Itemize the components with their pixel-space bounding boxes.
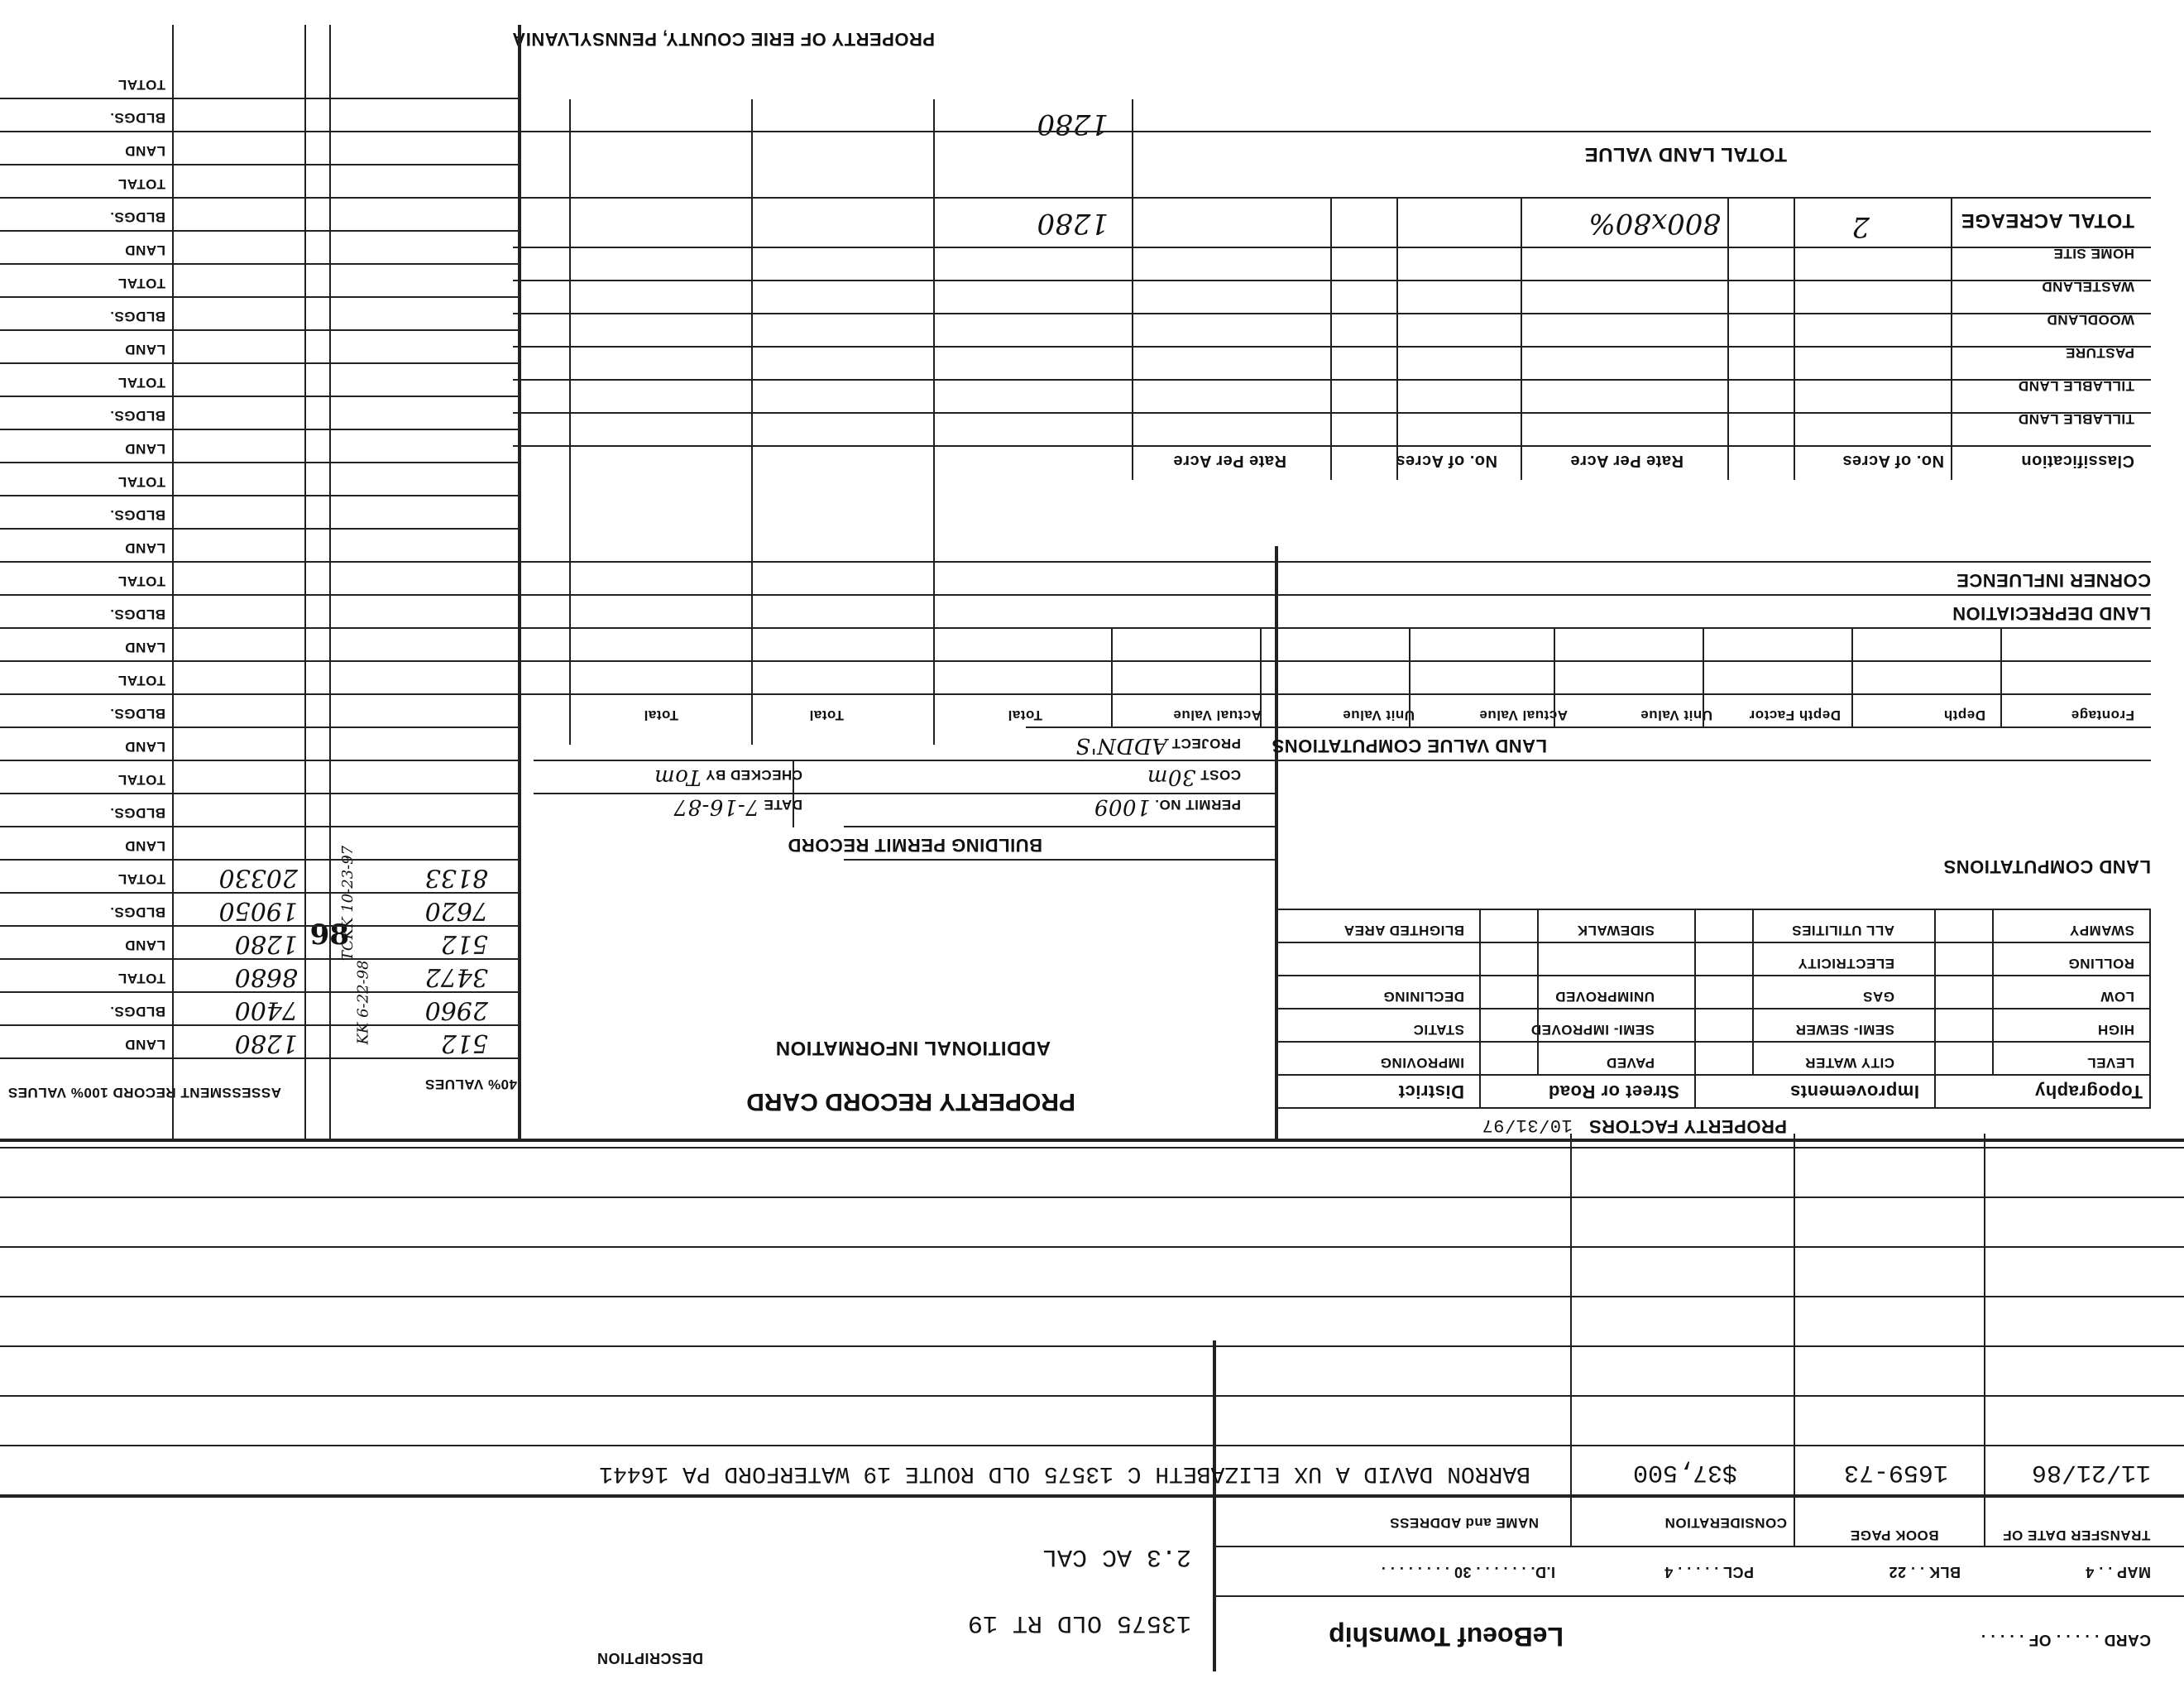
middle-divider [1275, 546, 1278, 1142]
values-row-label: LAND [124, 441, 165, 457]
permit-line [844, 859, 1278, 861]
acre-line [513, 313, 2151, 314]
land-depreciation-label: LAND DEPRECIATION [1952, 603, 2151, 624]
land-line [513, 693, 2151, 695]
values-col-line [304, 25, 306, 1142]
acre-col-line [751, 99, 753, 745]
acre-line [513, 280, 2151, 281]
district-static: STATIC [1413, 1022, 1464, 1038]
description-acreage: 2.3 AC CAL [1042, 1542, 1191, 1571]
values-row-line [0, 396, 521, 397]
acre-col-line [1396, 199, 1398, 480]
factors-col-line [1537, 910, 1539, 1076]
actual-value-header-2: Actual Value [1172, 707, 1262, 723]
unit-value-header-2: Unit Value [1342, 707, 1415, 723]
values-row-line [0, 495, 521, 496]
values-row-line [0, 892, 521, 894]
lv-col-line [1851, 629, 1853, 728]
values-row-line [0, 197, 521, 199]
lv-col-line [1409, 629, 1410, 728]
header-line [1216, 1546, 2184, 1547]
factors-line [1278, 1041, 2151, 1043]
values-row-label: BLDGS. [109, 706, 165, 722]
values-col-line [329, 25, 331, 1142]
street-sidewalk: SIDEWALK [1577, 923, 1655, 938]
actual-value-header: Actual Value [1478, 707, 1568, 723]
values-row-line [0, 727, 521, 728]
hundred-percent-value: 1280 [234, 929, 298, 958]
values-row-label: BLDGS. [109, 507, 165, 523]
hundred-percent-value: 1280 [234, 1029, 298, 1057]
values-row-line [0, 263, 521, 265]
values-row-line [0, 561, 521, 563]
values-row-line [0, 164, 521, 165]
transfer-row-line [0, 1296, 2184, 1297]
values-row-line [0, 362, 521, 364]
transfer-date: 11/21/86 [2031, 1458, 2151, 1486]
factors-col-line [1479, 910, 1481, 1109]
forty-percent-value: 3472 [424, 962, 488, 991]
lv-col-line [1111, 629, 1113, 728]
rate-per-acre-header-2: Rate Per Acre [1173, 452, 1286, 470]
acre-col-line [1794, 199, 1795, 480]
transfer-row-line [0, 1395, 2184, 1397]
transfer-row-line [0, 1246, 2184, 1248]
forty-percent-value: 512 [440, 1029, 488, 1057]
hundred-percent-value: 8680 [234, 962, 298, 991]
factors-line [1278, 1074, 2151, 1076]
transfer-top-line [0, 1494, 2184, 1498]
values-row-label: BLDGS. [109, 209, 165, 225]
transfer-col-line [1570, 1134, 1572, 1547]
permit-line [534, 793, 1278, 794]
values-row-label: LAND [124, 1037, 165, 1053]
rate-per-acre-header: Rate Per Acre [1570, 452, 1684, 470]
values-row-label: TOTAL [117, 673, 165, 688]
values-row-label: BLDGS. [109, 607, 165, 622]
values-row-line [0, 991, 521, 993]
imp-electricity: ELECTRICITY [1798, 956, 1894, 971]
acre-line [513, 346, 2151, 348]
transfer-row-line [0, 1445, 2184, 1446]
values-row-line [0, 429, 521, 430]
values-row-label: LAND [124, 640, 165, 655]
transfer-row-line [0, 1196, 2184, 1198]
pcl-field: PCL . . . . . 4 [1664, 1564, 1754, 1580]
values-row-label: BLDGS. [109, 309, 165, 324]
blk-field: BLK . . 22 [1888, 1564, 1961, 1580]
acre-col-line [569, 99, 571, 745]
acre-line [513, 197, 2151, 199]
values-row-line [0, 660, 521, 662]
values-row-label: TOTAL [117, 772, 165, 788]
values-row-line [0, 230, 521, 232]
section-divider [0, 1139, 2184, 1142]
land-line [1026, 727, 2151, 728]
home-site-rate: 800x80% [1588, 207, 1721, 240]
values-row-label: LAND [124, 143, 165, 159]
permit-date-field: DATE 7-16-87 [673, 794, 802, 819]
unit-value-header: Unit Value [1640, 707, 1712, 723]
home-site-acres: 2 [1851, 210, 1870, 243]
acre-col-line [1132, 99, 1133, 480]
improvements-header: Improvements [1789, 1081, 1919, 1102]
class-pasture: PASTURE [2065, 345, 2134, 361]
values-row-line [0, 925, 521, 927]
land-line [513, 561, 2151, 563]
values-row-label: BLDGS. [109, 904, 165, 920]
depth-header: Depth [1943, 707, 1985, 723]
land-computations-title: LAND COMPUTATIONS [1943, 856, 2151, 877]
book-page-header: BOOK PAGE [1850, 1527, 1939, 1543]
values-row-line [0, 296, 521, 298]
values-row-line [0, 793, 521, 794]
factors-col-line [1934, 910, 1936, 1109]
factors-line [1278, 942, 2151, 943]
values-row-line [0, 131, 521, 132]
values-row-label: LAND [124, 242, 165, 258]
district-header: District [1398, 1081, 1464, 1102]
topo-swampy: SWAMPY [2069, 923, 2134, 938]
values-row-line [0, 98, 521, 99]
street-unimproved: UNIMPROVED [1554, 989, 1655, 1005]
acre-line [513, 247, 2151, 248]
acre-col-line [1521, 199, 1522, 480]
values-row-label: LAND [124, 540, 165, 556]
acre-line [513, 412, 2151, 414]
values-row-line [0, 826, 521, 827]
home-site-value: 1280 [1037, 207, 1109, 240]
district-blighted-area: BLIGHTED AREA [1343, 923, 1464, 938]
permit-line [534, 760, 1278, 761]
description-address: 13575 OLD RT 19 [967, 1609, 1191, 1637]
permit-line [844, 826, 1278, 827]
factors-col-line [1992, 910, 1994, 1076]
factors-line [1278, 1008, 2151, 1009]
transfer-row-line [0, 1147, 2184, 1149]
land-line [513, 594, 2151, 596]
group-note: TCKK 10-23-97 [338, 845, 357, 961]
topography-header: Topography [2034, 1081, 2143, 1102]
building-permit-title: BUILDING PERMIT RECORD [788, 835, 1042, 856]
transfer-consideration: $37,500 [1632, 1458, 1737, 1486]
values-row-line [0, 329, 521, 331]
factors-line [1278, 909, 2151, 910]
values-row-line [0, 693, 521, 695]
assessment-record-label: ASSESSMENT RECORD 100% VALUES [7, 1085, 281, 1101]
values-row-label: BLDGS. [109, 805, 165, 821]
transfer-book-page: 1659-73 [1843, 1458, 1948, 1486]
values-row-label: TOTAL [117, 77, 165, 93]
hundred-percent-value: 7400 [234, 995, 298, 1024]
values-row-label: BLDGS. [109, 110, 165, 126]
values-col-line [172, 25, 174, 1142]
land-value-computations-title: LAND VALUE COMPUTATIONS [1272, 736, 1547, 756]
values-row-line [0, 1057, 521, 1059]
factors-col-line [1752, 910, 1754, 1076]
total-land-value-label: TOTAL LAND VALUE [1584, 143, 1787, 165]
id-field: I.D. . . . . . . 30 . . . . . . . . [1381, 1564, 1555, 1580]
card-label: CARD . . . . . OF . . . . . [1980, 1631, 2151, 1648]
values-row-label: LAND [124, 739, 165, 755]
values-row-label: BLDGS. [109, 408, 165, 424]
hundred-percent-value: 20330 [218, 863, 298, 892]
total-header-3: Total [644, 707, 678, 723]
values-row-label: TOTAL [117, 871, 165, 887]
factors-col-line [1694, 910, 1696, 1109]
acre-line [513, 131, 2151, 132]
lv-col-line [1703, 629, 1704, 728]
values-row-line [0, 627, 521, 629]
street-semi-improved: SEMI- IMPROVED [1530, 1022, 1655, 1038]
district-improving: IMPROVING [1380, 1055, 1464, 1071]
checked-by-field: CHECKED BY Tom [654, 765, 802, 789]
topo-low: LOW [2100, 989, 2134, 1005]
no-acres-header-2: No. of Acres [1395, 452, 1497, 470]
consideration-header: CONSIDERATION [1664, 1515, 1787, 1531]
group-note: KK 6-22-98 [354, 960, 372, 1045]
forty-values-label: 40% VALUES [424, 1077, 517, 1092]
map-field: MAP . . 4 [2085, 1564, 2151, 1580]
township-title: LeBoeuf Township [1329, 1622, 1564, 1652]
street-paved: PAVED [1606, 1055, 1655, 1071]
forty-percent-value: 512 [440, 929, 488, 958]
factors-line [1278, 1107, 2151, 1109]
total-header: Total [1008, 707, 1042, 723]
values-row-label: TOTAL [117, 276, 165, 291]
class-tillable-1: TILLABLE LAND [2018, 411, 2134, 427]
values-row-label: LAND [124, 838, 165, 854]
acre-col-line [1951, 199, 1952, 480]
values-row-label: TOTAL [117, 474, 165, 490]
acre-col-line [1727, 199, 1729, 480]
forty-percent-value: 2960 [424, 995, 488, 1024]
values-row-label: TOTAL [117, 375, 165, 391]
lv-col-line [1260, 629, 1262, 728]
county-label: PROPERTY OF ERIE COUNTY, PENNSYLVANIA [511, 29, 935, 50]
property-factors-title: PROPERTY FACTORS 10/31/97 [1482, 1115, 1787, 1137]
values-row-label: TOTAL [117, 176, 165, 192]
permit-col-line [793, 761, 794, 827]
values-row-label: TOTAL [117, 971, 165, 986]
topo-high: HIGH [2097, 1022, 2134, 1038]
land-line [513, 627, 2151, 629]
imp-all-utilities: ALL UTILITIES [1791, 923, 1894, 938]
class-woodland: WOODLAND [2047, 312, 2134, 328]
values-row-label: LAND [124, 342, 165, 357]
imp-city-water: CITY WATER [1804, 1055, 1894, 1071]
transfer-col-line [1984, 1134, 1985, 1547]
transfer-name: BARRON DAVID A UX ELIZABETH C 13575 OLD ROUTE 19 WATERFORD PA 16441 [599, 1460, 1530, 1486]
values-row-line [0, 1024, 521, 1026]
name-address-header: NAME and ADDRESS [1389, 1515, 1539, 1531]
district-declining: DECLINING [1383, 989, 1464, 1005]
values-row-label: BLDGS. [109, 1004, 165, 1019]
lv-col-line [1554, 629, 1555, 728]
topo-rolling: ROLLING [2068, 956, 2134, 971]
values-row-line [0, 462, 521, 463]
forty-percent-value: 7620 [424, 896, 488, 925]
acre-col-line [933, 99, 935, 745]
total-header-2: Total [809, 707, 844, 723]
transfer-col-line [1794, 1134, 1795, 1547]
imp-gas: GAS [1862, 989, 1894, 1005]
values-row-line [0, 594, 521, 596]
frontage-header: Frontage [2071, 707, 2134, 723]
permit-no-field: PERMIT NO. 1009 [1094, 794, 1241, 819]
header-divider [1213, 1340, 1216, 1671]
class-tillable-2: TILLABLE LAND [2018, 378, 2134, 394]
acre-col-line [1330, 199, 1332, 480]
acre-line [513, 445, 2151, 447]
values-row-line [0, 528, 521, 530]
side-mark: 98 [309, 918, 349, 952]
header-line [1216, 1595, 2184, 1597]
values-row-label: LAND [124, 938, 165, 953]
total-land-value: 1280 [1037, 108, 1109, 141]
hundred-percent-value: 19050 [218, 896, 298, 925]
total-acreage-label: TOTAL ACREAGE [1961, 209, 2134, 232]
corner-influence-label: CORNER INFLUENCE [1956, 570, 2151, 591]
cost-field: COST 30m [1147, 765, 1241, 789]
street-road-header: Street or Road [1548, 1081, 1679, 1102]
no-acres-header: No. of Acres [1842, 452, 1944, 470]
classification-header: Classification [2020, 452, 2134, 470]
values-divider [518, 25, 521, 1142]
land-line [513, 660, 2151, 662]
factors-col-line [2149, 910, 2151, 1109]
acre-line [513, 379, 2151, 381]
transfer-row-line [0, 1345, 2184, 1347]
topo-level: LEVEL [2086, 1055, 2134, 1071]
project-field: PROJECT ADDN'S [1075, 733, 1241, 758]
transfer-date-header: TRANSFER DATE OF [2002, 1527, 2151, 1543]
property-record-card-title: PROPERTY RECORD CARD [746, 1088, 1075, 1115]
class-home-site: HOME SITE [2052, 246, 2134, 261]
class-wasteland: WASTELAND [2041, 279, 2134, 295]
depth-factor-header: Depth Factor [1749, 707, 1841, 723]
lv-col-line [2000, 629, 2002, 728]
values-row-line [0, 859, 521, 861]
imp-sewer: SEMI- SEWER [1795, 1022, 1894, 1038]
forty-percent-value: 8133 [424, 863, 488, 892]
values-row-label: TOTAL [117, 573, 165, 589]
values-row-line [0, 760, 521, 761]
values-row-line [0, 958, 521, 960]
additional-information-title: ADDITIONAL INFORMATION [775, 1037, 1051, 1059]
factors-line [1278, 975, 2151, 976]
description-label: DESCRIPTION [596, 1650, 703, 1666]
